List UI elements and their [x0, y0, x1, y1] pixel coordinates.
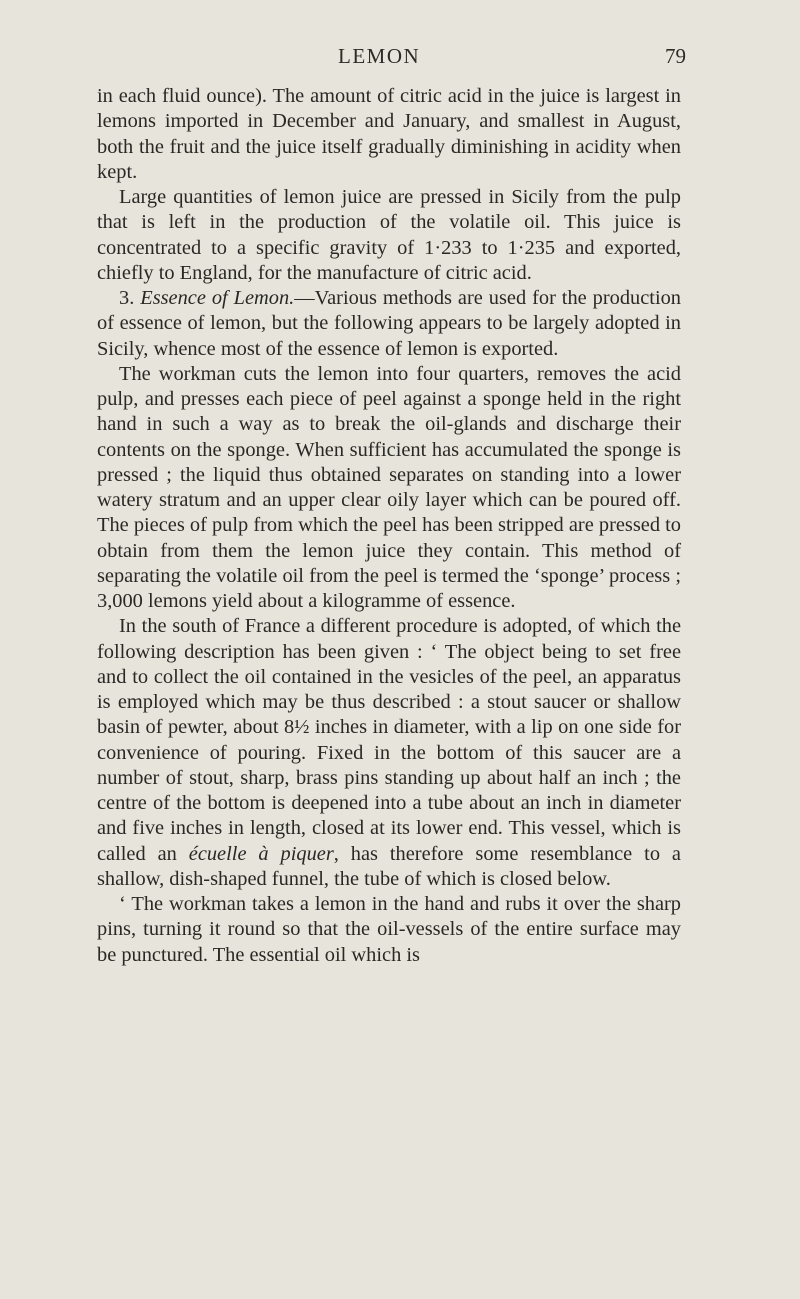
text-run: In the south of France a different procedure is adopted, of which the following description has been given : ‘ The object being to set free and to collect the oil contained in the vesicles of the peel, an apparatus is employed which may be thus described : a stout saucer or shallow basin of pewter, about 8½ inches in diameter, with a lip on one side for convenience of pouring. Fixed in the bottom of this saucer are a number of stout, sharp, brass pins standing up about half an inch ; the centre of the bottom is deepened into a tube about an inch in diameter and five inches in length, closed at its lower end. This vessel, which is called an — [97, 615, 681, 865]
page-number: 79 — [665, 44, 686, 68]
text-run: —Various methods are used for the production of essence of lemon, but the following appears to be largely adopted in Sicily, whence most of the essence of lemon is exported. — [97, 287, 681, 360]
text-run: , has therefore some resemblance to a shallow, dish-shaped funnel, the tube of which is closed below. — [97, 842, 681, 890]
text-run: in each fluid ounce). The amount of citric acid in the juice is largest in lemons imported in December and January, and smallest in August, both the fruit and the juice itself gradually diminishing in acidity when kept. — [97, 85, 681, 183]
text-run: ‘ The workman takes a lemon in the hand and rubs it over the sharp pins, turning it round so that the oil-vessels of the entire surface may be punctured. The essential oil which is — [97, 893, 681, 966]
body-text — [97, 84, 681, 968]
paragraph — [97, 286, 681, 362]
text-run: The workman cuts the lemon into four quarters, removes the acid pulp, and presses each piece of peel against a sponge held in the right hand in such a way as to break the oil-glands and discharge their contents on the sponge. When sufficient has accumulated the sponge is pressed ; the liquid thus obtained separates on standing into a lower watery stratum and an upper clear oily layer which can be poured off. The pieces of pulp from which the peel has been stripped are pressed to obtain from them the lemon juice they contain. This method of separating the volatile oil from the peel is termed the ‘sponge’ process ; 3,000 lemons yield about a kilogramme of essence. — [97, 362, 681, 612]
paragraph — [97, 185, 681, 286]
paragraph — [97, 84, 681, 185]
running-title: LEMON — [338, 44, 421, 68]
paragraph — [97, 892, 681, 968]
italic-text: Essence of Lemon. — [140, 287, 295, 309]
paragraph — [97, 362, 681, 615]
text-run: 3. — [119, 287, 141, 309]
text-run: Large quantities of lemon juice are pressed in Sicily from the pulp that is left in the production of the volatile oil. This juice is concentrated to a specific gravity of 1·233 to 1·235 and exported, chiefly to England, for the manufacture of citric acid. — [97, 186, 681, 284]
paragraph — [97, 614, 681, 892]
italic-text: écuelle à piquer — [188, 842, 334, 865]
